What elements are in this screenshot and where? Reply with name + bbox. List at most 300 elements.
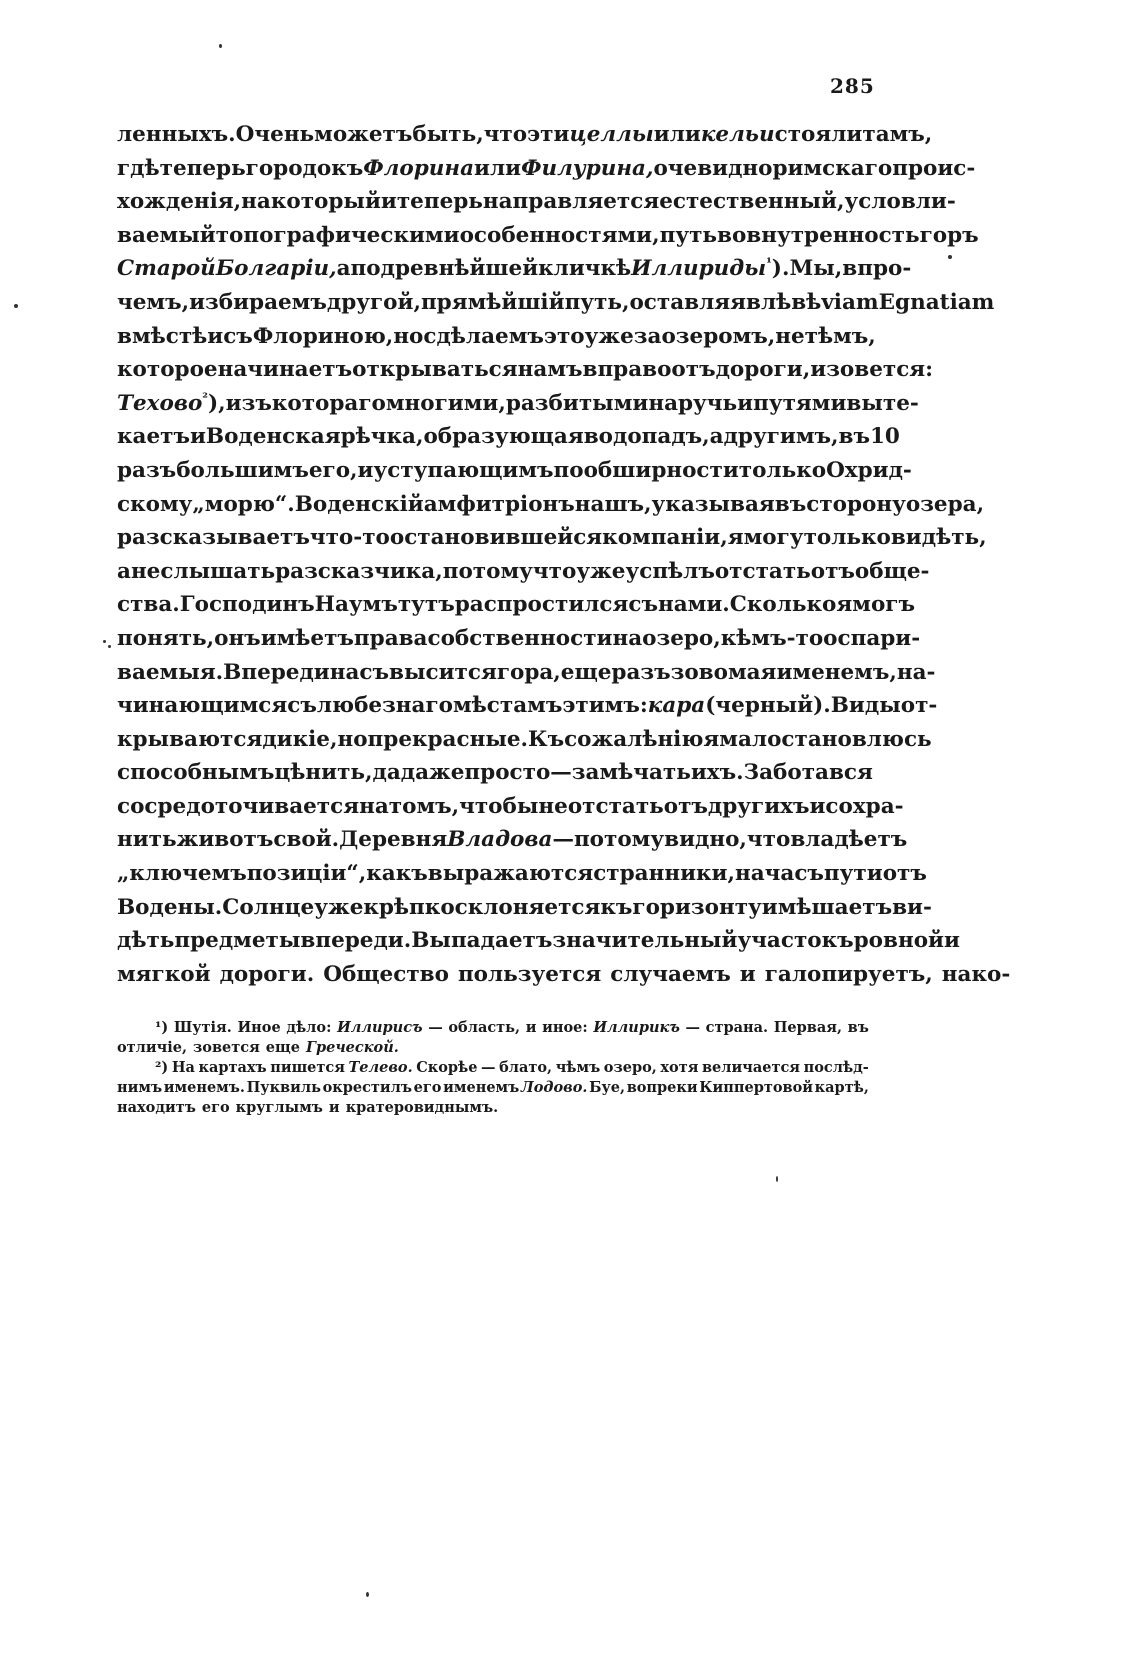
word: ²) bbox=[155, 1059, 169, 1076]
word: внутренность bbox=[746, 222, 920, 248]
word: ваемый bbox=[117, 222, 216, 248]
word: разсказчика, bbox=[275, 558, 443, 584]
text-line bbox=[117, 823, 908, 857]
word: 10 bbox=[869, 424, 900, 450]
word: прямѣйшій bbox=[420, 289, 565, 315]
word: нашъ, bbox=[574, 491, 652, 517]
word: послѣд- bbox=[803, 1059, 869, 1076]
word: а bbox=[709, 424, 724, 450]
word: сосредоточивается bbox=[117, 793, 360, 819]
word: гдѣ bbox=[117, 155, 160, 181]
word: тамъ, bbox=[862, 122, 933, 147]
word: дикіе, bbox=[262, 726, 338, 752]
word: Лодово. bbox=[520, 1079, 588, 1096]
word: сдѣлаемъ bbox=[423, 323, 544, 349]
word: viam bbox=[821, 289, 879, 315]
word: чинающимся bbox=[117, 693, 288, 719]
word: по bbox=[350, 256, 381, 282]
word: Очень bbox=[235, 122, 315, 147]
word: образующая bbox=[423, 424, 584, 450]
word: разбитыми bbox=[505, 390, 649, 416]
word: имѣетъ bbox=[260, 625, 354, 651]
word: путь, bbox=[564, 289, 630, 315]
text-line bbox=[117, 521, 987, 555]
word: целлы bbox=[569, 122, 654, 147]
word: въ bbox=[774, 491, 807, 517]
word: и bbox=[328, 1099, 340, 1116]
word: ви- bbox=[892, 894, 932, 920]
word: чѣмъ bbox=[555, 1059, 601, 1076]
word: — bbox=[685, 1019, 701, 1036]
word: во bbox=[717, 222, 747, 248]
word: вопреки bbox=[626, 1079, 698, 1096]
footnote-line bbox=[117, 1058, 869, 1078]
word: можетъ bbox=[314, 122, 413, 147]
word: замѣчать bbox=[571, 760, 691, 786]
word: пути bbox=[823, 861, 883, 887]
word: Охрид- bbox=[826, 457, 912, 483]
word: не bbox=[538, 793, 568, 819]
scan-speck bbox=[776, 1176, 778, 1182]
word: мягкой bbox=[117, 961, 211, 987]
word: Выпадаетъ bbox=[411, 928, 553, 954]
word: городокъ bbox=[245, 155, 364, 181]
text-line bbox=[117, 924, 960, 958]
word: мѣшаетъ bbox=[777, 894, 893, 920]
word: предметы bbox=[174, 928, 301, 954]
text-line bbox=[117, 118, 933, 152]
word: скому bbox=[117, 491, 193, 517]
word: начинаетъ bbox=[217, 357, 353, 383]
text-line bbox=[117, 219, 979, 253]
scan-speck bbox=[14, 304, 18, 308]
word: остановившейся bbox=[389, 525, 603, 551]
word: озеромъ, bbox=[661, 323, 776, 349]
word: который bbox=[270, 189, 381, 215]
word: стояли bbox=[774, 122, 863, 147]
word: съ bbox=[287, 693, 317, 719]
word: обще- bbox=[854, 558, 930, 584]
word: Флориною, bbox=[252, 323, 394, 349]
word: на bbox=[734, 861, 765, 887]
text-line bbox=[117, 790, 904, 824]
word: Иллириды bbox=[631, 256, 767, 282]
word: на bbox=[612, 625, 643, 651]
word: разсказываетъ bbox=[117, 525, 310, 551]
word: крываются bbox=[117, 726, 263, 752]
word: высится bbox=[389, 659, 497, 685]
word: странники, bbox=[593, 861, 735, 887]
word: слышать bbox=[160, 558, 276, 584]
word: избираемъ bbox=[189, 289, 327, 315]
word: и bbox=[189, 424, 206, 450]
text-line bbox=[117, 857, 927, 891]
word: еще bbox=[265, 1039, 300, 1056]
word: Мы, bbox=[789, 256, 843, 282]
word: Впереди bbox=[223, 659, 330, 685]
word: и bbox=[357, 457, 374, 483]
word: от- bbox=[900, 693, 938, 719]
word: Къ bbox=[528, 726, 565, 752]
word: — bbox=[552, 827, 574, 853]
word: галопируетъ, bbox=[764, 961, 933, 987]
word: и bbox=[761, 894, 778, 920]
word: дѣло: bbox=[286, 1019, 332, 1036]
word: случаемъ bbox=[610, 961, 731, 987]
word: ихъ. bbox=[690, 760, 744, 786]
text-line bbox=[117, 555, 930, 589]
word: участокъ bbox=[737, 928, 854, 954]
word: блато, bbox=[499, 1059, 553, 1076]
footnote-line bbox=[117, 1078, 869, 1098]
word: зовомая bbox=[670, 659, 777, 685]
word: горъ bbox=[919, 222, 979, 248]
word: Сколько bbox=[729, 592, 837, 618]
word: и bbox=[943, 928, 960, 954]
word: еще bbox=[560, 659, 612, 685]
word: озеро, bbox=[603, 1059, 657, 1076]
word: нами. bbox=[658, 592, 730, 618]
word: иное: bbox=[542, 1019, 588, 1036]
page-number: 285 bbox=[830, 74, 875, 98]
footnote-line bbox=[117, 1018, 869, 1038]
word: на bbox=[359, 793, 389, 819]
word: выте- bbox=[846, 390, 919, 416]
word: На bbox=[171, 1059, 195, 1076]
word: указывая bbox=[651, 491, 775, 517]
text-line bbox=[117, 353, 934, 387]
word: уступающимъ bbox=[373, 457, 554, 483]
word: страна. bbox=[705, 1019, 769, 1036]
word: собственности bbox=[427, 625, 613, 651]
word: Шутія. bbox=[173, 1019, 232, 1036]
word: $^{^1}$). bbox=[766, 256, 790, 282]
word: очевидно bbox=[653, 155, 773, 181]
word: его bbox=[201, 1099, 230, 1116]
word: уже bbox=[314, 894, 364, 920]
word: рѣчка, bbox=[340, 424, 424, 450]
word: отъ bbox=[882, 861, 927, 887]
word: но bbox=[337, 726, 368, 752]
text-line bbox=[117, 958, 1011, 992]
word: нимъ bbox=[117, 1079, 163, 1096]
text-line bbox=[117, 387, 919, 421]
word: Наумъ bbox=[314, 592, 398, 618]
word: особенностями, bbox=[459, 222, 660, 248]
word: Иное bbox=[237, 1019, 281, 1036]
word: ленныхъ. bbox=[117, 122, 236, 147]
word: большимъ bbox=[176, 457, 309, 483]
word: каетъ bbox=[117, 424, 190, 450]
word: томъ, bbox=[388, 793, 460, 819]
word: и bbox=[739, 961, 756, 987]
footnote-line bbox=[117, 1098, 869, 1118]
text-line bbox=[117, 488, 985, 522]
word: находитъ bbox=[117, 1099, 196, 1116]
word: кара bbox=[647, 693, 706, 719]
word: именемъ, bbox=[776, 659, 897, 685]
word: естественный, bbox=[659, 189, 845, 215]
word: зовется bbox=[193, 1039, 260, 1056]
word: съ bbox=[223, 323, 253, 349]
word: Виды bbox=[830, 693, 901, 719]
word: теперь bbox=[396, 189, 483, 215]
word: многими, bbox=[385, 390, 506, 416]
word: путями bbox=[753, 390, 847, 416]
word: вся bbox=[828, 760, 873, 786]
word: по bbox=[553, 457, 584, 483]
word: на bbox=[241, 189, 271, 215]
word: что bbox=[483, 122, 528, 147]
word: Филурина, bbox=[521, 155, 654, 181]
text-line bbox=[117, 756, 873, 790]
word: склоняется bbox=[454, 894, 601, 920]
word: водопадъ, bbox=[583, 424, 710, 450]
text-line bbox=[117, 891, 932, 925]
word: Господинъ bbox=[179, 592, 315, 618]
word: въ bbox=[847, 1019, 869, 1036]
text-line bbox=[117, 320, 876, 354]
word: дороги. bbox=[219, 961, 315, 987]
word: да bbox=[372, 760, 401, 786]
text-line bbox=[117, 252, 912, 286]
word: животъ bbox=[176, 827, 274, 853]
word: ровной bbox=[853, 928, 944, 954]
word: „морю“. bbox=[192, 491, 295, 517]
word: (черный). bbox=[705, 693, 831, 719]
word: римскаго bbox=[772, 155, 893, 181]
word: условли- bbox=[844, 189, 956, 215]
word: Флорина bbox=[363, 155, 474, 181]
scan-speck bbox=[948, 255, 952, 259]
word: Скорѣе bbox=[416, 1059, 478, 1076]
word: путь bbox=[659, 222, 717, 248]
word: въ bbox=[838, 424, 870, 450]
word: мало bbox=[719, 726, 782, 752]
word: Первая, bbox=[773, 1019, 842, 1036]
text-line bbox=[117, 286, 995, 320]
word: это bbox=[543, 323, 585, 349]
word: Воденскій bbox=[294, 491, 424, 517]
word: свой. bbox=[273, 827, 340, 853]
word: не bbox=[775, 323, 805, 349]
text-line bbox=[117, 152, 976, 186]
word: тутъ bbox=[397, 592, 455, 618]
word: хожденія, bbox=[117, 189, 242, 215]
word: или bbox=[474, 155, 522, 181]
word: влѣвѣ bbox=[746, 289, 822, 315]
word: область, bbox=[448, 1019, 521, 1036]
word: я bbox=[703, 726, 720, 752]
scan-speck bbox=[219, 44, 222, 48]
word: просто bbox=[464, 760, 551, 786]
word: видно, bbox=[664, 827, 747, 853]
word: Солнце bbox=[222, 894, 315, 920]
word: Общество bbox=[323, 961, 449, 987]
word: кѣмъ-то bbox=[720, 625, 824, 651]
word: компаніи, bbox=[602, 525, 728, 551]
word: на- bbox=[896, 659, 936, 685]
word: — bbox=[481, 1059, 496, 1076]
word: ¹) bbox=[155, 1019, 169, 1036]
footnotes bbox=[117, 1018, 869, 1118]
word: позиціи“, bbox=[246, 861, 367, 887]
word: Болгаріи, bbox=[215, 256, 337, 282]
word: уже bbox=[584, 323, 634, 349]
word: ручьи bbox=[678, 390, 754, 416]
text-line bbox=[117, 420, 900, 454]
word: озеро, bbox=[642, 625, 721, 651]
scan-speck bbox=[108, 645, 111, 648]
word: крѣпко bbox=[363, 894, 455, 920]
word: именемъ. bbox=[163, 1079, 245, 1096]
word: что-то bbox=[309, 525, 390, 551]
word: ства. bbox=[117, 592, 180, 618]
word: что bbox=[746, 827, 791, 853]
word: и bbox=[380, 189, 397, 215]
word: „ключемъ bbox=[117, 861, 247, 887]
text-line bbox=[117, 454, 912, 488]
word: тѣмъ, bbox=[804, 323, 876, 349]
word: нако- bbox=[941, 961, 1011, 987]
word: и bbox=[810, 357, 827, 383]
word: съ bbox=[628, 592, 658, 618]
word: ваемыя. bbox=[117, 659, 224, 685]
word: на bbox=[648, 390, 678, 416]
word: что bbox=[532, 558, 577, 584]
word: чтобы bbox=[459, 793, 539, 819]
word: намъ bbox=[517, 357, 583, 383]
word: Старой bbox=[117, 256, 216, 282]
body-text bbox=[117, 118, 1011, 991]
text-line bbox=[117, 723, 932, 757]
word: Телево. bbox=[348, 1059, 413, 1076]
word: Egnatiam bbox=[878, 289, 995, 315]
word: отъ bbox=[810, 558, 855, 584]
word: теперь bbox=[159, 155, 246, 181]
word: только bbox=[738, 457, 827, 483]
word: эти bbox=[527, 122, 570, 147]
text-line bbox=[117, 588, 915, 622]
word: часъ bbox=[764, 861, 824, 887]
word: другимъ, bbox=[723, 424, 839, 450]
word: мѣстамъ bbox=[453, 693, 563, 719]
text-line bbox=[117, 656, 936, 690]
word: я bbox=[727, 525, 744, 551]
word: картѣ, bbox=[814, 1079, 869, 1096]
word: значительный bbox=[552, 928, 738, 954]
word: цѣнить, bbox=[274, 760, 373, 786]
word: разъ bbox=[611, 659, 671, 685]
word: — bbox=[428, 1019, 443, 1036]
word: распростился bbox=[454, 592, 629, 618]
word: Иллирисъ bbox=[337, 1019, 423, 1036]
word: но bbox=[393, 323, 424, 349]
word: и bbox=[525, 1019, 537, 1036]
word: владѣетъ bbox=[790, 827, 908, 853]
word: Техово bbox=[117, 390, 203, 416]
text-line bbox=[117, 185, 956, 219]
word: другихъ bbox=[707, 793, 810, 819]
word: я bbox=[836, 592, 853, 618]
word: выражаются bbox=[427, 861, 594, 887]
word: впро- bbox=[842, 256, 912, 282]
word: $^{^2}$), bbox=[202, 390, 226, 416]
word: даже bbox=[400, 760, 465, 786]
word: хотя bbox=[660, 1059, 699, 1076]
word: проис- bbox=[892, 155, 976, 181]
word: могъ bbox=[852, 592, 915, 618]
word: горизонту bbox=[632, 894, 762, 920]
word: зовется: bbox=[826, 357, 934, 383]
word: и bbox=[207, 323, 224, 349]
word: впереди. bbox=[300, 928, 412, 954]
word: кратеровиднымъ. bbox=[345, 1099, 499, 1116]
footnote-line bbox=[117, 1038, 869, 1058]
word: Забота bbox=[743, 760, 829, 786]
word: древнѣйшей bbox=[380, 256, 539, 282]
word: сохра- bbox=[825, 793, 904, 819]
word: нить bbox=[117, 827, 177, 853]
word: озера, bbox=[905, 491, 985, 517]
word: его bbox=[413, 1079, 442, 1096]
word: отъ bbox=[663, 793, 708, 819]
word: именемъ bbox=[443, 1079, 520, 1096]
word: которое bbox=[117, 357, 218, 383]
word: кельи bbox=[700, 122, 775, 147]
word: быть, bbox=[412, 122, 484, 147]
word: пишется bbox=[270, 1059, 345, 1076]
word: за bbox=[633, 323, 662, 349]
word: отстать bbox=[714, 558, 811, 584]
word: отстать bbox=[567, 793, 664, 819]
word: изъ bbox=[225, 390, 272, 416]
word: успѣлъ bbox=[625, 558, 715, 584]
word: Иллирикъ bbox=[593, 1019, 680, 1036]
word: оспари- bbox=[823, 625, 921, 651]
word: чемъ, bbox=[117, 289, 190, 315]
word: права bbox=[353, 625, 428, 651]
word: обширности bbox=[583, 457, 739, 483]
word: уже bbox=[576, 558, 626, 584]
word: отъ bbox=[671, 357, 716, 383]
word: онъ bbox=[214, 625, 261, 651]
word: видѣть, bbox=[890, 525, 987, 551]
word: Водены. bbox=[117, 894, 223, 920]
word: Воденская bbox=[205, 424, 341, 450]
word: любезнаго bbox=[316, 693, 453, 719]
word: пользуется bbox=[457, 961, 602, 987]
word: только bbox=[803, 525, 891, 551]
word: — bbox=[550, 760, 572, 786]
word: вмѣстѣ bbox=[117, 323, 208, 349]
word: его, bbox=[308, 457, 358, 483]
word: круглымъ bbox=[235, 1099, 323, 1116]
word: кличкѣ bbox=[538, 256, 632, 282]
word: понять, bbox=[117, 625, 215, 651]
word: а bbox=[117, 558, 131, 584]
word: другой, bbox=[326, 289, 421, 315]
word: разъ bbox=[117, 457, 177, 483]
word: а bbox=[336, 256, 351, 282]
word: отличіе, bbox=[117, 1039, 188, 1056]
word: потому bbox=[442, 558, 533, 584]
text-line bbox=[117, 622, 921, 656]
word: и bbox=[809, 793, 826, 819]
word: дороги, bbox=[715, 357, 811, 383]
text-line bbox=[117, 689, 938, 723]
word: Буе, bbox=[589, 1079, 626, 1096]
